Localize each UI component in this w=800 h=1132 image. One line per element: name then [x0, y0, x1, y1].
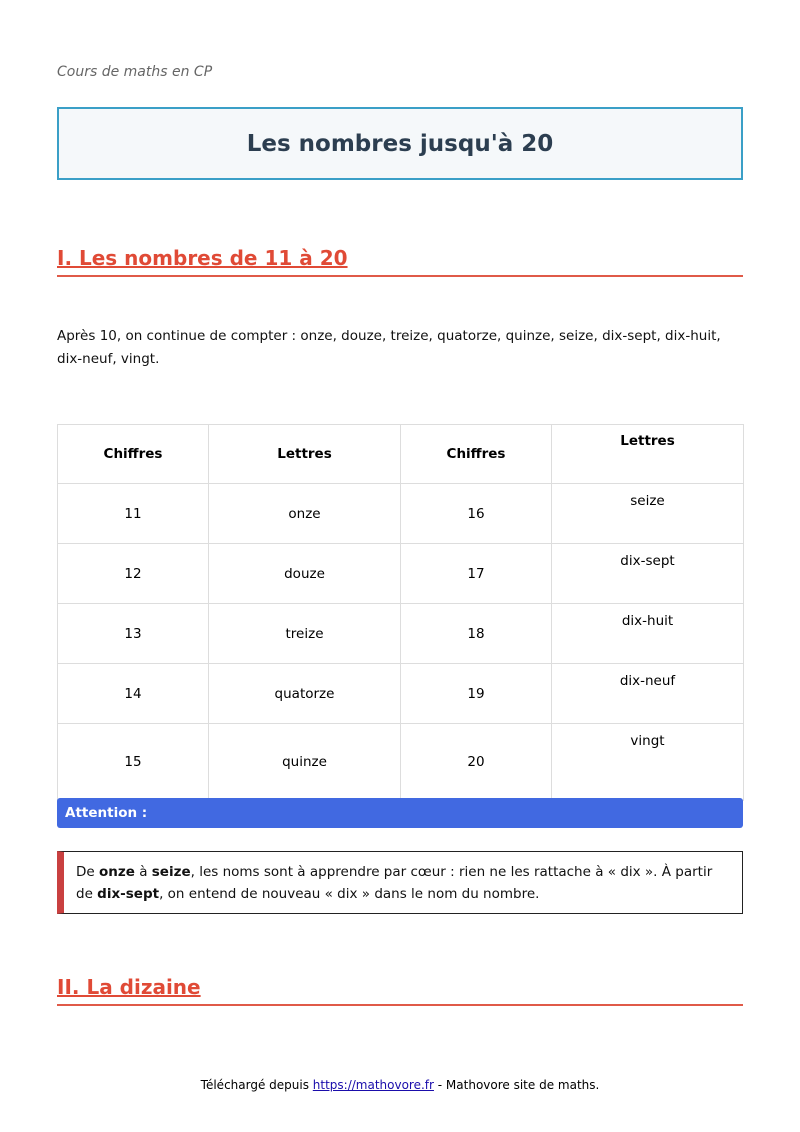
table-cell: douze [209, 544, 401, 604]
table-cell: 15 [58, 724, 209, 801]
table-header-cell: Chiffres [401, 425, 552, 484]
table-cell: vingt [552, 724, 744, 801]
title-box [57, 107, 743, 180]
table-row [58, 604, 744, 664]
table-cell: 18 [401, 604, 552, 664]
attention-label: Attention : [65, 805, 148, 821]
note-bold: onze [99, 864, 135, 880]
table-header-row [58, 425, 744, 484]
table-cell: 19 [401, 664, 552, 724]
table-row [58, 544, 744, 604]
table-header-cell: Lettres [552, 425, 744, 484]
table-row [58, 484, 744, 544]
table-cell: dix-sept [552, 544, 744, 604]
table-cell: dix-huit [552, 604, 744, 664]
section-heading-1 [57, 246, 743, 277]
footer-prefix: Téléchargé depuis [200, 1078, 313, 1092]
numbers-table [57, 424, 744, 801]
table-cell: quinze [209, 724, 401, 801]
section-title-1: I. Les nombres de 11 à 20 [57, 246, 348, 270]
footer-link[interactable]: https://mathovore.fr [312, 1078, 434, 1092]
table-cell: 12 [58, 544, 209, 604]
table-cell: quatorze [209, 664, 401, 724]
table-row [58, 664, 744, 724]
table-cell: 17 [401, 544, 552, 604]
table-cell: treize [209, 604, 401, 664]
section-title-2: II. La dizaine [57, 975, 201, 999]
note-text: à [134, 864, 152, 880]
attention-note [57, 851, 743, 914]
table-cell: 20 [401, 724, 552, 801]
table-cell: 13 [58, 604, 209, 664]
note-bold: seize [151, 864, 191, 880]
section-heading-2 [57, 975, 743, 1006]
attention-banner [57, 798, 743, 828]
page-title: Les nombres jusqu'à 20 [246, 130, 554, 157]
note-text: , on entend de nouveau « dix » dans le nom du nombre. [159, 886, 540, 902]
table-cell: seize [552, 484, 744, 544]
table-cell: 16 [401, 484, 552, 544]
table-cell: 14 [58, 664, 209, 724]
table-cell: 11 [58, 484, 209, 544]
table-cell: dix-neuf [552, 664, 744, 724]
course-subtitle: Cours de maths en CP [57, 64, 213, 80]
intro-paragraph: Après 10, on continue de compter : onze, douze, treize, quatorze, quinze, seize, dix-sept, dix-huit, dix-neuf, vingt. [57, 328, 721, 367]
note-text: , les noms sont à apprendre par cœur : rien ne les rattache à « dix ». À partir de [76, 864, 713, 902]
footer [0, 1078, 800, 1092]
note-bold: dix-sept [97, 886, 160, 902]
table-cell: onze [209, 484, 401, 544]
note-text: De [76, 864, 99, 880]
table-header-cell: Chiffres [58, 425, 209, 484]
table-row [58, 724, 744, 801]
footer-suffix: - Mathovore site de maths. [433, 1078, 600, 1092]
table-header-cell: Lettres [209, 425, 401, 484]
